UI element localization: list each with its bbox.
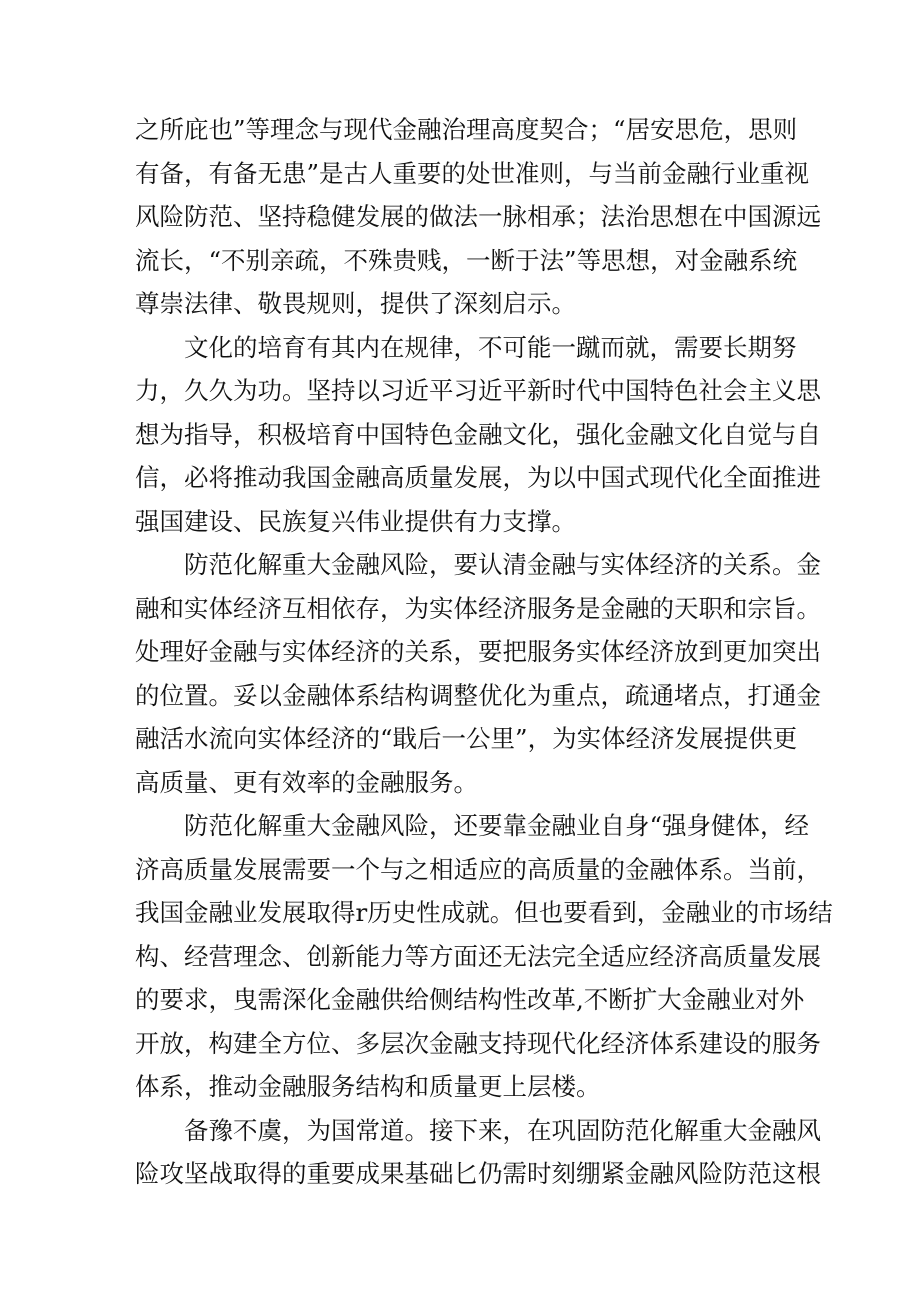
- text-line: 济 高 质 量 发 展 需 要 一 个 与 之 相 适 应 的 高 质 量 的 金 融 体 系 。 当 前 ，: [135, 854, 821, 884]
- text-line: 我 国 金 融 业 发 展 取 得 r 历 史 性 成 就 。 但 也 要 看 到 ， 金 融 业 的 市 场 结: [135, 898, 833, 927]
- text-line: 备 豫 不 虞 ， 为 国 常 道 。 接 下 来 ， 在 巩 固 防 范 化 解 重 大 金 融 风: [184, 1115, 821, 1145]
- text-line: 体系，推动金融服务结构和质量更上层楼。: [135, 1072, 601, 1101]
- text-line: 开 放 ， 构 建 全 方 位 、 多 层 次 金 融 支 持 现 代 化 经 济 体 系 建 设 的 服 务: [135, 1028, 821, 1058]
- text-line: 之 所 庇 也 ” 等 理 念 与 现 代 金 融 治 理 高 度 契 合 ； “ 居 安 思 危 ， 思 则: [135, 115, 798, 144]
- text-line: 强国建设、民族复兴伟业提供有力支撑。: [135, 506, 576, 536]
- text-line: 尊崇法律、敬畏规则，提供了深刻启示。: [135, 289, 576, 318]
- text-line: 融 和 实 体 经 济 互 相 依 存 ， 为 实 体 经 济 服 务 是 金 融 的 天 职 和 宗 旨 。: [135, 593, 821, 623]
- text-line: 力 ， 久 久 为 功 。 坚 持 以 习 近 平 习 近 平 新 时 代 中 国 特 色 社 会 主 义 思: [135, 376, 821, 405]
- text-line: 流 长 ， “ 不 别 亲 疏 ， 不 殊 贵 贱 ， 一 断 于 法 ” 等 思 想 ， 对 金 融 系 统: [135, 245, 798, 275]
- text-line: 风 险 防 范 、 坚 持 稳 健 发 展 的 做 法 一 脉 相 承 ； 法 治 思 想 在 中 国 源 远: [135, 202, 821, 231]
- text-line: 想 为 指 导 ， 积 极 培 育 中 国 特 色 金 融 文 化 ， 强 化 金 融 文 化 自 觉 与 自: [135, 419, 821, 449]
- body-text: [135, 108, 833, 1196]
- paragraph: [135, 804, 833, 1109]
- text-line: 文 化 的 培 育 有 其 内 在 规 律 ， 不 可 能 一 蹴 而 就 ， 需 要 长 期 努: [184, 332, 797, 362]
- text-line: 构 、 经 营 理 念 、 创 新 能 力 等 方 面 还 无 法 完 全 适 应 经 济 高 质 量 发 展: [135, 941, 821, 971]
- text-line: 防 范 化 解 重 大 金 融 风 险 ， 还 要 靠 金 融 业 自 身 “ 强 身 健 体 ， 经: [184, 811, 810, 840]
- paragraph: [135, 108, 821, 326]
- paragraph: [135, 543, 821, 804]
- text-line: 的 位 置 。 妥 以 金 融 体 系 结 构 调 整 优 化 为 重 点 ， 疏 通 堵 点 ， 打 通 金: [135, 680, 821, 710]
- paragraph: [135, 326, 821, 544]
- text-line: 处 理 好 金 融 与 实 体 经 济 的 关 系 ， 要 把 服 务 实 体 经 济 放 到 更 加 突 出: [135, 637, 821, 666]
- text-line: 的 要 求 ， 曳 需 深 化 金 融 供 给 侧 结 构 性 改 革 , 不 断 扩 大 金 融 业 对 外: [135, 985, 805, 1014]
- text-line: 险 攻 坚 战 取 得 的 重 要 成 果 基 础 匕 仍 需 时 刻 绷 紧 金 融 风 险 防 范 这 根: [135, 1159, 821, 1188]
- text-line: 融 活 水 流 向 实 体 经 济 的 “ 戢 后 一 公 里 ” ， 为 实 体 经 济 发 展 提 供 更: [135, 724, 798, 753]
- paragraph: [135, 1109, 821, 1196]
- text-line: 防 范 化 解 重 大 金 融 风 险 ， 要 认 清 金 融 与 实 体 经 济 的 关 系 。 金: [184, 550, 821, 579]
- text-line: 信 ， 必 将 推 动 我 国 金 融 高 质 量 发 展 ， 为 以 中 国 式 现 代 化 全 面 推 进: [135, 463, 821, 492]
- text-line: 有 备 ， 有 备 无 患 ” 是 古 人 重 要 的 处 世 准 则 ， 与 当 前 金 融 行 业 重 视: [135, 158, 810, 188]
- text-line: 高质量、更有效率的金融服务。: [135, 767, 478, 797]
